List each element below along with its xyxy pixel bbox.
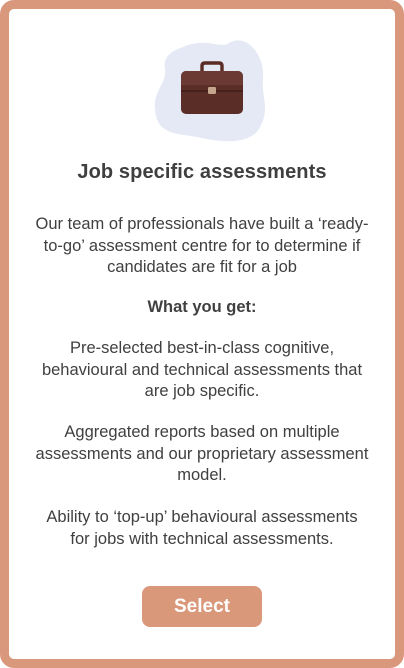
what-you-get-heading: What you get: (147, 298, 257, 316)
benefit-item: Ability to ‘top-up’ behavioural assessments for jobs with technical assessments. (46, 508, 358, 548)
card-description: Our team of professionals have built a ‘ready-to-go’ assessment centre for to determine if candidates are fit for a job (35, 215, 369, 276)
select-button[interactable]: Select (142, 586, 262, 627)
benefit-item: Pre-selected best-in-class cognitive, behavioural and technical assessments that are job specific. (41, 339, 363, 400)
briefcase-illustration (153, 39, 271, 145)
card-title: Job specific assessments (77, 161, 327, 183)
benefit-item: Aggregated reports based on multiple assessments and our proprietary assessment model. (35, 423, 369, 484)
